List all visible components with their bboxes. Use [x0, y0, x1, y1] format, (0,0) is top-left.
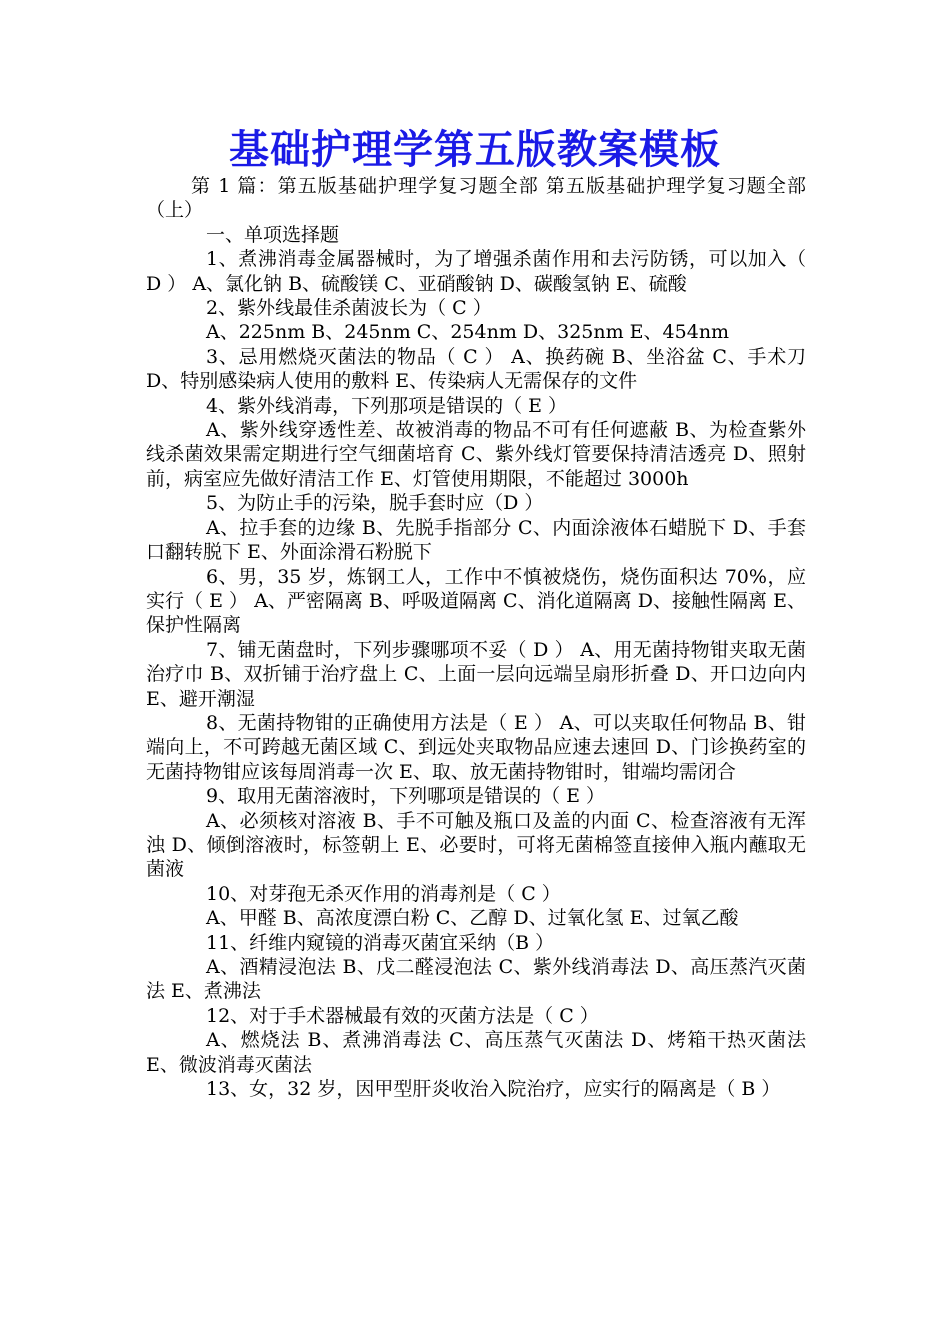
question-4-options: A、紫外线穿透性差、故被消毒的物品不可有任何遮蔽 B、为检查紫外线杀菌效果需定期进行空气细菌培育 C、紫外线灯管要保持清洁透亮 D、照射前，病室应先做好清洁工作 E、灯管使用期限，不能超过 3000h: [146, 419, 806, 490]
question-2-options: A、225nm B、245nm C、254nm D、325nm E、454nm: [206, 321, 730, 344]
question-10: 10、对芽孢无杀灭作用的消毒剂是（ C ）: [206, 882, 561, 905]
question-13: 13、女，32 岁，因甲型肝炎收治入院治疗，应实行的隔离是（ B ）: [206, 1078, 781, 1101]
question-12: 12、对于手术器械最有效的灭菌方法是（ C ）: [206, 1004, 599, 1027]
question-2: 2、紫外线最佳杀菌波长为（ C ）: [206, 297, 492, 320]
question-4: 4、紫外线消毒，下列那项是错误的（ E ）: [206, 394, 568, 417]
document-title: 基础护理学第五版教案模板: [229, 127, 721, 173]
question-9: 9、取用无菌溶液时，下列哪项是错误的（ E ）: [206, 785, 606, 808]
document-body: [146, 174, 806, 1101]
question-11-options: A、酒精浸泡法 B、戊二醛浸泡法 C、紫外线消毒法 D、高压蒸汽灭菌法 E、煮沸法: [146, 956, 806, 1003]
question-6: 6、男，35 岁，炼钢工人，工作中不慎被烧伤，烧伤面积达 70%，应实行（ E ） A、严密隔离 B、呼吸道隔离 C、消化道隔离 D、接触性隔离 E、保护性隔离: [146, 565, 806, 637]
question-1: 1、煮沸消毒金属器械时，为了增强杀菌作用和去污防锈，可以加入（ D ） A、氯化钠 B、硫酸镁 C、亚硝酸钠 D、碳酸氢钠 E、硫酸: [146, 248, 806, 295]
intro-paragraph: 第 1 篇：第五版基础护理学复习题全部 第五版基础护理学复习题全部（上）: [146, 175, 806, 222]
question-5-options: A、拉手套的边缘 B、先脱手指部分 C、内面涂液体石蜡脱下 D、手套口翻转脱下 E、外面涂滑石粉脱下: [146, 516, 806, 564]
question-3: 3、忌用燃烧灭菌法的物品（ C ） A、换药碗 B、坐浴盆 C、手术刀 D、特别感染病人使用的敷料 E、传染病人无需保存的文件: [146, 345, 806, 393]
question-11: 11、纤维内窥镜的消毒灭菌宜采纳（B ）: [206, 931, 555, 954]
question-7: 7、铺无菌盘时，下列步骤哪项不妥（ D ） A、用无菌持物钳夹取无菌治疗巾 B、双折铺于治疗盘上 C、上面一层向远端呈扇形折叠 D、开口边向内 E、避开潮湿: [146, 638, 806, 710]
question-8: 8、无菌持物钳的正确使用方法是（ E ） A、可以夹取任何物品 B、钳端向上，不可跨越无菌区域 C、到远处夹取物品应速去速回 D、门诊换药室的无菌持物钳应该每周消毒一次 E、取、放无菌持物钳时，钳端均需闭合: [146, 711, 806, 783]
question-10-options: A、甲醛 B、高浓度漂白粉 C、乙醇 D、过氧化氢 E、过氧乙酸: [206, 907, 739, 930]
section-heading: 一、单项选择题: [206, 223, 340, 246]
question-12-options: A、燃烧法 B、煮沸消毒法 C、高压蒸气灭菌法 D、烤箱干热灭菌法 E、微波消毒灭菌法: [146, 1029, 806, 1076]
question-5: 5、为防止手的污染，脱手套时应（D ）: [206, 492, 544, 515]
question-9-options: A、必须核对溶液 B、手不可触及瓶口及盖的内面 C、检查溶液有无浑浊 D、倾倒溶液时，标签朝上 E、必要时，可将无菌棉签直接伸入瓶内蘸取无菌液: [146, 809, 806, 881]
